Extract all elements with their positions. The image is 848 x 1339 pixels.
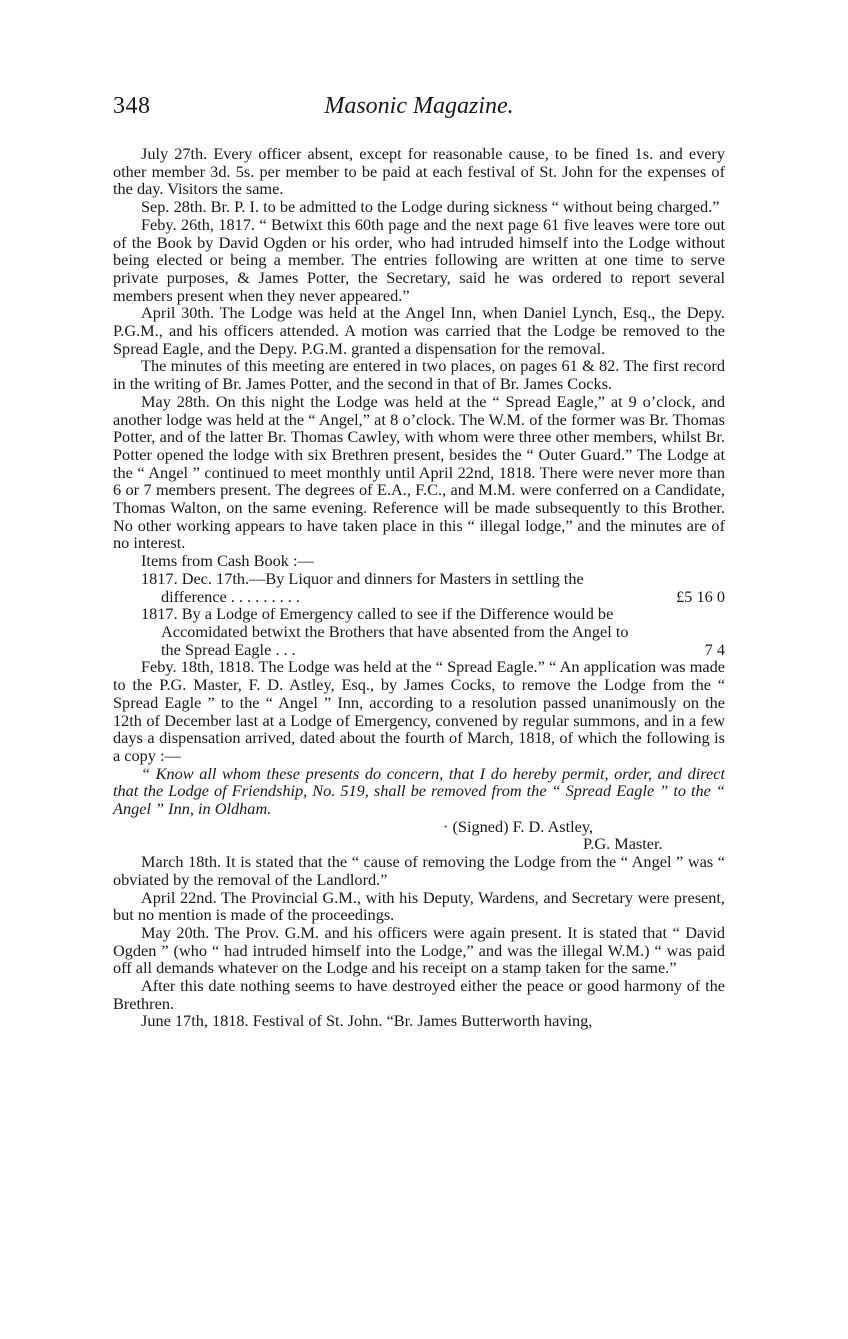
running-title: Masonic Magazine. — [324, 93, 514, 119]
paragraph: Items from Cash Book :— — [141, 551, 314, 571]
paragraph: Sep. 28th. Br. P. I. to be admitted to the Lodge during sickness “ without being charged.” — [141, 197, 720, 217]
signature-block — [113, 818, 725, 853]
paragraph: Feby. 26th, 1817. “ Betwixt this 60th page and the next page 61 five leaves were tore out of the Book by David Ogden or his order, who had intruded himself into the Lodge without being elected or being a member. The entries following are written at one time to serve private purposes, & James Potter, the Secretary, said he was ordered to report several members present when they never appeared.” — [113, 214, 725, 305]
paragraph: Feby. 18th, 1818. The Lodge was held at the “ Spread Eagle.” “ An application was made to the P.G. Master, F. D. Astley, Esq., by James Cocks, to remove the Lodge from the “ Spread Eagle ” to the “ Angel ” Inn, according to a resolution passed unanimously on the 12th of December last at a Lodge of Emergency, convened by regular summons, and in a few days a dispensation arrived, dated about the fourth of March, 1818, of which the following is a copy :— — [113, 657, 725, 765]
cash-entry-text: 1817. By a Lodge of Emergency called to see if the Difference would be Accomidated betwixt the Brothers that have absented from the Angel to the Spread Eagle . . . — [141, 604, 629, 659]
paragraph: After this date nothing seems to have destroyed either the peace or good harmony of the Brethren. — [113, 976, 725, 1013]
cash-entry-amount: £5 16 0 — [676, 586, 725, 606]
paragraph: July 27th. Every officer absent, except for reasonable cause, to be fined 1s. and every other member 3d. 5s. per member to be paid at each festival of St. John for the expenses of the day. Visitors the same. — [113, 144, 725, 199]
signature-line: · (Signed) F. D. Astley, — [443, 816, 594, 836]
paragraph: March 18th. It is stated that the “ cause of removing the Lodge from the “ Angel ” was “ obviated by the removal of the Landlord.” — [113, 852, 725, 889]
paragraph: The minutes of this meeting are entered in two places, on pages 61 & 82. The first record in the writing of Br. James Potter, and the second in that of Br. James Cocks. — [113, 356, 725, 394]
cash-book-items — [141, 570, 725, 659]
signature-title: P.G. Master. — [583, 834, 663, 854]
cash-entry-text: 1817. Dec. 17th.—By Liquor and dinners for Masters in settling the difference . . . . . . . . . — [141, 568, 584, 606]
cash-entry-amount: 7 4 — [704, 639, 725, 659]
paragraph: May 20th. The Prov. G.M. and his officers were again present. It is stated that “ David Ogden ” (who “ had intruded himself into the Lodge,” and was the illegal W.M.) “ was paid off all demands whatever on the Lodge and his receipt on a stamp taken for the same.” — [113, 922, 725, 978]
paragraph: June 17th, 1818. Festival of St. John. “Br. James Butterworth having, — [141, 1011, 593, 1031]
cash-book-entry — [141, 605, 725, 658]
cash-book-entry — [141, 570, 725, 605]
page-number: 348 — [113, 93, 151, 119]
paragraph: April 22nd. The Provincial G.M., with his Deputy, Wardens, and Secretary were present, but no mention is made of the proceedings. — [113, 887, 725, 925]
dispensation-quote: “ Know all whom these presents do concern, that I do hereby permit, order, and direct that the Lodge of Friendship, No. 519, shall be removed from the “ Spread Eagle ” to the “ Angel ” Inn, in Oldham. — [113, 763, 725, 819]
article-body — [113, 145, 725, 1030]
paragraph: May 28th. On this night the Lodge was held at the “ Spread Eagle,” at 9 o’clock, and another lodge was held at the “ Angel,” at 8 o’clock. The W.M. of the former was Br. Thomas Potter, and of the latter Br. Thomas Cawley, with whom were three other members, whilst Br. Potter opened the lodge with six Brethren present, besides the “ Outer Guard.” The Lodge at the “ Angel ” continued to meet monthly until April 22nd, 1818. There were never more than 6 or 7 members present. The degrees of E.A., F.C., and M.M. were conferred on a Candidate, Thomas Walton, on the same evening. Reference will be made subsequently to this Brother. No other working appears to have taken place in this “ illegal lodge,” and the minutes are of no interest. — [113, 391, 725, 553]
paragraph: April 30th. The Lodge was held at the Angel Inn, when Daniel Lynch, Esq., the Depy. P.G.M., and his officers attended. A motion was carried that the Lodge be removed to the Spread Eagle, and the Depy. P.G.M. granted a dispensation for the removal. — [113, 303, 725, 358]
page-header — [113, 93, 725, 129]
